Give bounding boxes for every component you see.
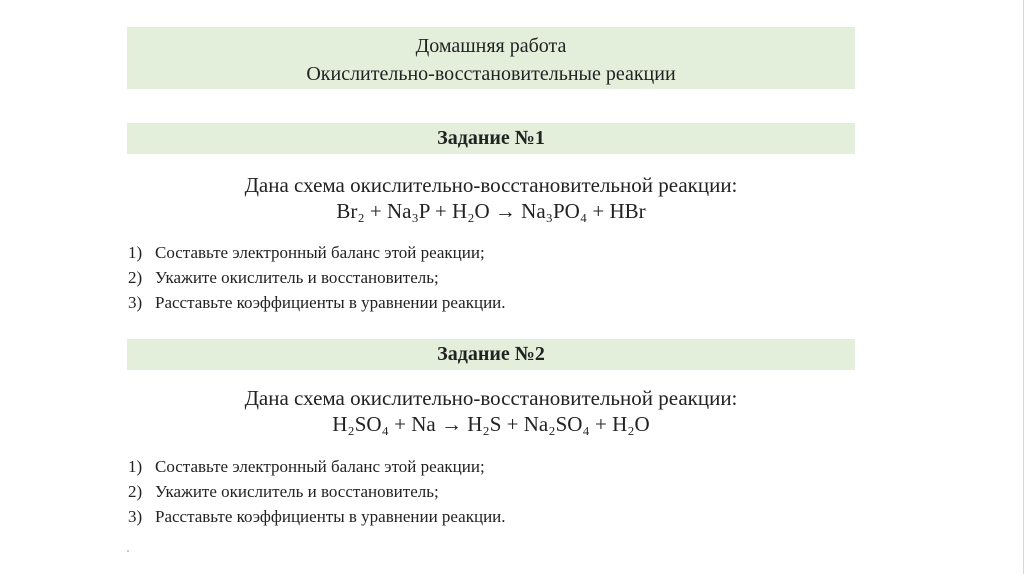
task-2-title: Задание №2 xyxy=(127,339,855,370)
task-2-equation: H₂SO₄ + Na → H₂S + Na₂SO₄ + H₂O xyxy=(332,412,650,436)
task-2-steps xyxy=(128,454,506,529)
header-subtitle: Окислительно-восстановительные реакции xyxy=(306,63,676,85)
homework-header xyxy=(127,27,855,89)
task-2-scheme xyxy=(127,385,855,437)
task-1-equation: Br₂ + Na₃P + H₂O → Na₃PO₄ + HBr xyxy=(336,199,646,223)
task-1-scheme xyxy=(127,172,855,224)
task-1-scheme-intro: Дана схема окислительно-восстановительной реакции: xyxy=(244,173,738,197)
task-1-step: 2) Укажите окислитель и восстановитель; xyxy=(128,268,439,287)
task-1-steps xyxy=(128,240,506,315)
task-1-title: Задание №1 xyxy=(127,123,855,154)
task-2-step: 1) Составьте электронный баланс этой реакции; xyxy=(128,457,485,476)
task-2-step: 3) Расставьте коэффициенты в уравнении реакции. xyxy=(128,507,506,526)
task-2-step: 2) Укажите окислитель и восстановитель; xyxy=(128,482,439,501)
header-title: Домашняя работа xyxy=(415,35,567,57)
stray-dot xyxy=(127,550,129,552)
task-1-step: 1) Составьте электронный баланс этой реакции; xyxy=(128,243,485,262)
task-1-step: 3) Расставьте коэффициенты в уравнении реакции. xyxy=(128,293,506,312)
task-2-scheme-intro: Дана схема окислительно-восстановительной реакции: xyxy=(244,386,738,410)
